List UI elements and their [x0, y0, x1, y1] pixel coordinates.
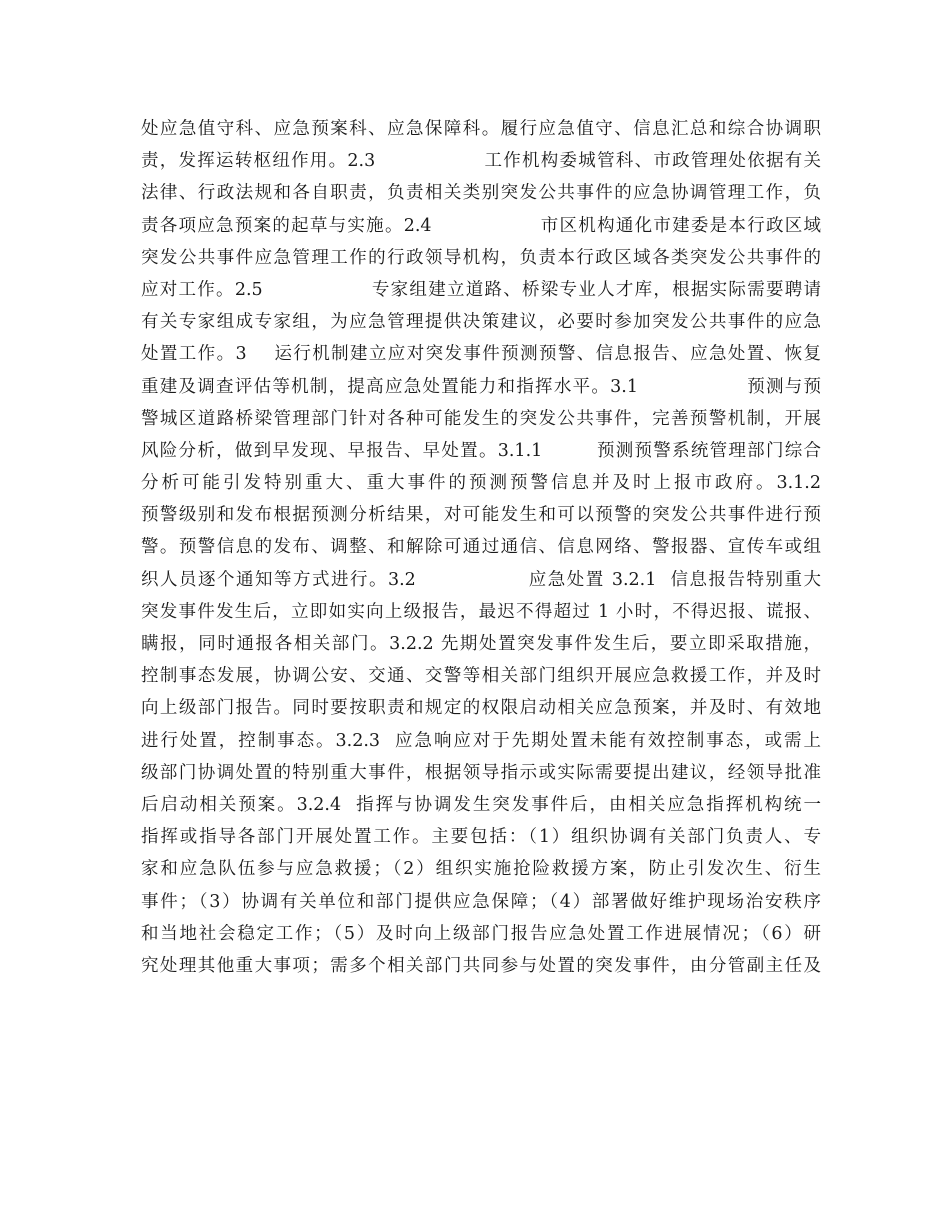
- text-line: 事件；（3）协调有关单位和部门提供应急保障；（4）部署做好维护现场治安秩序: [141, 891, 821, 912]
- text-line: 进行处置，控制事态。3.2.3 应急响应对于先期处置未能有效控制事态，或需上: [141, 730, 821, 751]
- text-line: 后启动相关预案。3.2.4 指挥与协调发生突发事件后，由相关应急指挥机构统一: [141, 794, 821, 815]
- text-line: 警城区道路桥梁管理部门针对各种可能发生的突发公共事件，完善预警机制，开展: [141, 408, 821, 429]
- text-line: 责，发挥运转枢纽作用。2.3 工作机构委城管科、市政管理处依据有关: [141, 151, 821, 172]
- text-line: 应对工作。2.5 专家组建立道路、桥梁专业人才库，根据实际需要聘请: [141, 279, 821, 300]
- text-line: 分析可能引发特别重大、重大事件的预测预警信息并及时上报市政府。3.1.2: [141, 473, 821, 494]
- text-line: 家和应急队伍参与应急救援；（2）组织实施抢险救援方案，防止引发次生、衍生: [141, 859, 821, 880]
- text-line: 风险分析，做到早发现、早报告、早处置。3.1.1 预测预警系统管理部门综合: [141, 440, 821, 461]
- text-line: 和当地社会稳定工作；（5）及时向上级部门报告应急处置工作进展情况；（6）研: [141, 923, 821, 944]
- text-line: 预警级别和发布根据预测分析结果，对可能发生和可以预警的突发公共事件进行预: [141, 505, 821, 526]
- text-line: 突发公共事件应急管理工作的行政领导机构，负责本行政区域各类突发公共事件的: [141, 247, 821, 268]
- text-line: 处置工作。3 运行机制建立应对突发事件预测预警、信息报告、应急处置、恢复: [141, 344, 821, 365]
- text-line: 究处理其他重大事项；需多个相关部门共同参与处置的突发事件，由分管副主任及: [141, 955, 821, 976]
- text-line: 处应急值守科、应急预案科、应急保障科。履行应急值守、信息汇总和综合协调职: [141, 119, 821, 139]
- text-line: 重建及调查评估等机制，提高应急处置能力和指挥水平。3.1 预测与预: [141, 376, 821, 397]
- text-line: 法律、行政法规和各自职责，负责相关类别突发公共事件的应急协调管理工作，负: [141, 183, 821, 204]
- text-line: 指挥或指导各部门开展处置工作。主要包括：（1）组织协调有关部门负责人、专: [141, 827, 821, 848]
- text-line: 控制事态发展，协调公安、交通、交警等相关部门组织开展应急救援工作，并及时: [141, 666, 821, 687]
- text-line: 瞒报，同时通报各相关部门。3.2.2 先期处置突发事件发生后，要立即采取措施，: [141, 634, 821, 654]
- body-text: [141, 113, 821, 982]
- text-line: 织人员逐个通知等方式进行。3.2 应急处置 3.2.1 信息报告特别重大: [141, 569, 821, 590]
- text-line: 突发事件发生后，立即如实向上级报告，最迟不得超过 1 小时，不得迟报、谎报、: [141, 601, 821, 622]
- text-line: 责各项应急预案的起草与实施。2.4 市区机构通化市建委是本行政区域: [141, 215, 821, 236]
- text-line: 级部门协调处置的特别重大事件，根据领导指示或实际需要提出建议，经领导批准: [141, 762, 821, 783]
- text-line: 警。预警信息的发布、调整、和解除可通过通信、信息网络、警报器、宣传车或组: [141, 537, 821, 558]
- text-line: 向上级部门报告。同时要按职责和规定的权限启动相关应急预案，并及时、有效地: [141, 698, 821, 719]
- text-line: 有关专家组成专家组，为应急管理提供决策建议，必要时参加突发公共事件的应急: [141, 312, 821, 333]
